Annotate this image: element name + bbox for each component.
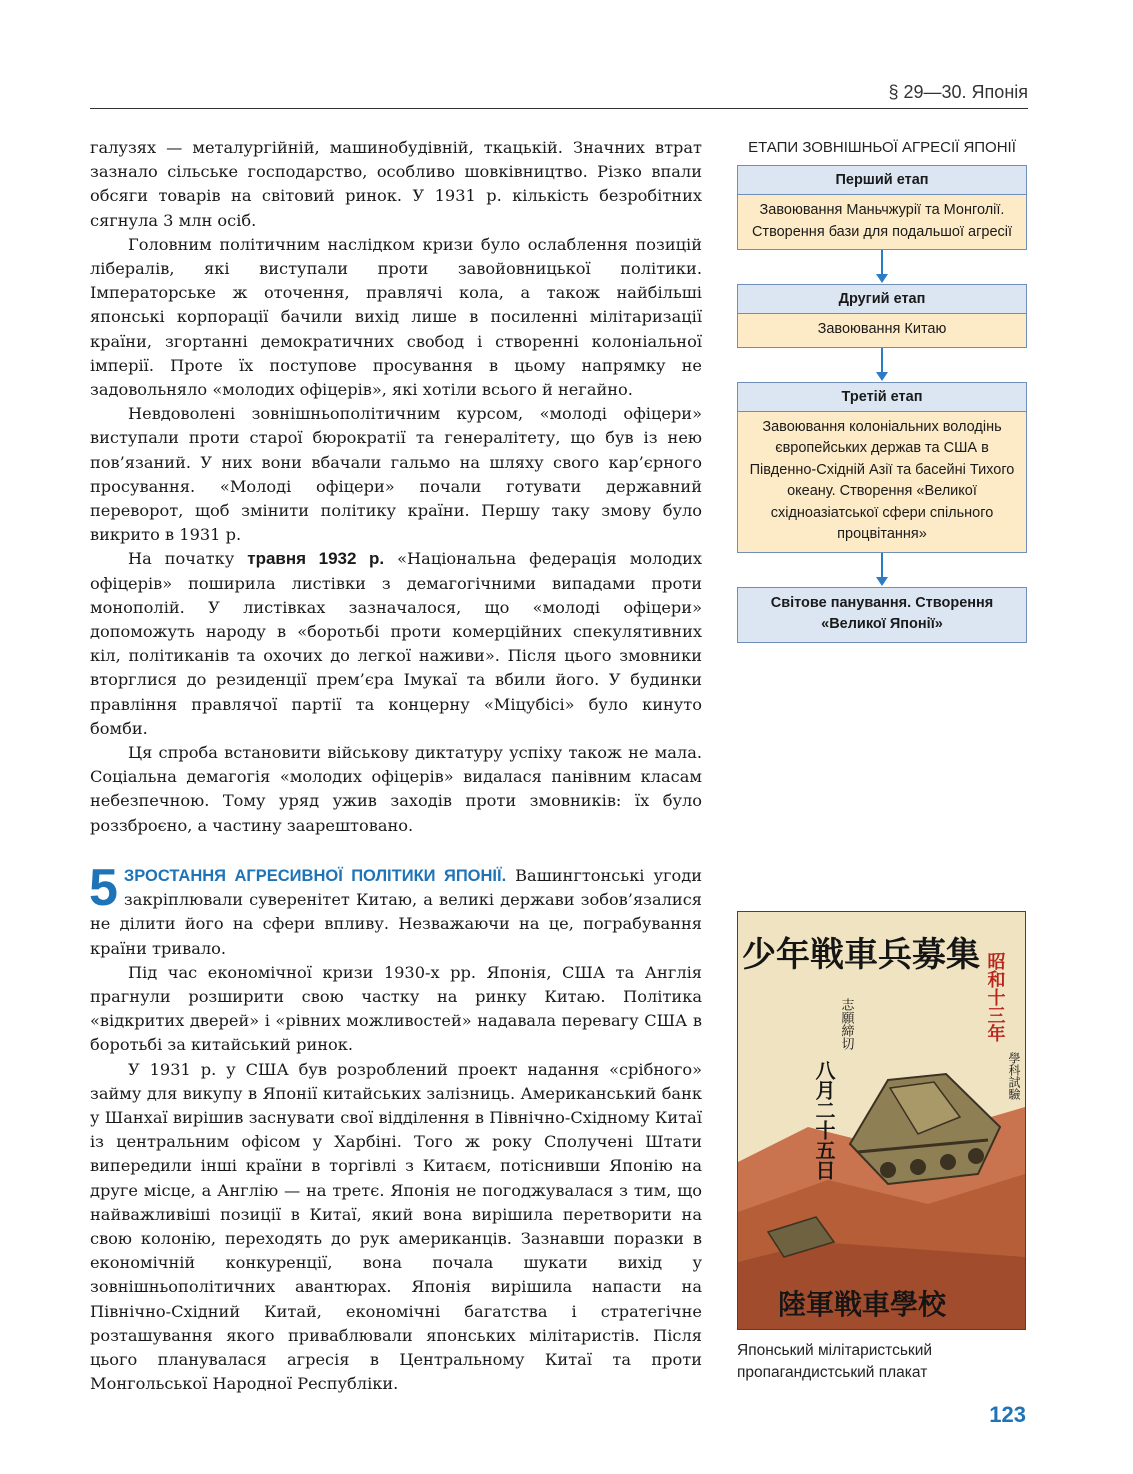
section-title: ЗРОСТАННЯ АГРЕСИВНОЇ ПОЛІТИКИ ЯПОНІЇ. — [123, 866, 507, 885]
paragraph: У 1931 р. у США був розроблений проект надання «срібного» займу для викупу в Японії китайських залізниць. Американський банк у Шанхаї вирішив заснувати свої відділення в Північно-Східному Китаї із центральним офісом у Харбіні. Того ж року Сполучені Штати випередили інші країни в торгівлі з Китаєм, потіснивши Японію на друге місце, а Англію — на третє. Японія не погоджувалася з тим, що найважливіші позиції в Китаї, який вона вирішила перетворити на свою колонію, переходять до рук американців. Зазнавши поразки в економічній конкуренції, вона почала шукати вихід у зовнішньополітичних авантюрах. Японія вирішила напасти на Північно-Східний Китай, економічні багатства і стратегічне розташування якого приваблювали японських мілітаристів. Після цього планувалася агресія в Центральному Китаї та проти Монгольської Народної Республіки. — [90, 1059, 702, 1394]
poster-deadline-date: 八月二十五日 — [812, 1060, 836, 1180]
paragraph: галузях — металургійній, машинобудівній, ткацькій. Значних втрат зазнало сільське господарство, особливо шовківництво. Різко впали обсяги товарів на світовий ринок. У 1931 р. кількість безробітних сягнула 3 млн осіб. — [90, 138, 702, 230]
poster-headline: 少年戦車兵募集 — [742, 935, 980, 975]
stage-box — [737, 165, 1027, 250]
text-span: «Національна федерація молодих офіцерів» поширила листівки з демагогічними випадами проти монополій. У листівках зазначалося, що «молоді офіцери» допоможуть народу в «боротьбі проти комерційних спекулятивних кіл, політиканів та охочих до легкої наживи». Після цього змовники вторглися до резиденції прем’єра Імукаї та вбили його. У будинки правління правлячої партії та концерну «Міцубісі» було кинуто бомби. — [90, 549, 702, 738]
final-stage: Світове панування. Створення «Великої Японії» — [737, 587, 1027, 643]
paragraph: Головним політичним наслідком кризи було ослаблення позицій лібералів, які виступали проти завойовницької політики. Імператорське ж оточення, правлячі кола, а також найбільші японські корпорації бачили вихід лише в посиленні мілітаризації країни, згортанні демократичних свобод і створенні колоніальної імперії. Проте їх поступове просування в цьому напрямку не задовольняло «молодих офіцерів», які хотіли всього й негайно. — [90, 234, 702, 400]
section-number: 5 — [89, 858, 118, 917]
poster-side-small: 學科試驗 — [1007, 1052, 1021, 1100]
poster-side-text: 昭和十三年 — [984, 952, 1006, 1042]
paragraph: Невдоволені зовнішньополітичним курсом, «молоді офіцери» виступали проти старої бюрократії та генералітету, що був із нею пов’язаний. У них вони вбачали гальмо на шляху свого кар’єрного просування. «Молоді офіцери» почали готувати державний переворот, щоб змінити політику країни. Першу таку змову було викрито в 1931 р. — [90, 404, 702, 545]
down-arrow-icon — [737, 348, 1027, 382]
page-number: 123 — [989, 1402, 1026, 1427]
stage-description: Завоювання Маньчжурії та Монголії. Створення бази для подальшої агресії — [738, 195, 1026, 249]
diagram-title: ЕТАПИ ЗОВНІШНЬОЇ АГРЕСІЇ ЯПОНІЇ — [748, 139, 1016, 156]
poster-deadline-label: 志願締切 — [838, 998, 854, 1050]
down-arrow-icon — [737, 250, 1027, 284]
stage-description: Завоювання колоніальних володінь європейських держав та США в Південно-Східній Азії та басейні Тихого океану. Створення «Великої східноазіатської сфери спільного процвітання» — [738, 412, 1026, 552]
header-title: § 29—30. Японія — [888, 82, 1028, 102]
poster-school-name: 陸軍戦車學校 — [778, 1288, 947, 1321]
stage-heading: Третій етап — [738, 383, 1026, 412]
text-span: Вашингтонські угоди закріплювали суверенітет Китаю, а великі держави зобов’язалися не ділити його на сфери впливу. Незважаючи на це, пограбування країни тривало. — [90, 865, 702, 958]
aggression-stages-diagram — [737, 138, 1027, 643]
propaganda-poster-image — [737, 911, 1026, 1330]
down-arrow-icon — [737, 553, 1027, 587]
stage-box — [737, 382, 1027, 553]
poster-caption: Японський мілітаристський пропагандистський плакат — [737, 1342, 933, 1381]
stage-box — [737, 284, 1027, 348]
poster-illustration — [738, 912, 1025, 1329]
paragraph: Ця спроба встановити військову диктатуру успіху також не мала. Соціальна демагогія «молодих офіцерів» видалася панівним класам небезпечною. Тому уряд ужив заходів проти змовників: їх було роззброєно, а частину заарештовано. — [90, 743, 702, 835]
main-text — [90, 136, 702, 1396]
paragraph — [90, 547, 702, 741]
section-paragraph — [89, 858, 702, 961]
text-span: На початку — [128, 549, 248, 569]
stage-heading: Перший етап — [738, 166, 1026, 195]
date-highlight: травня 1932 р. — [247, 549, 385, 569]
page-header — [90, 80, 1028, 109]
stage-description: Завоювання Китаю — [738, 314, 1026, 347]
paragraph: Під час економічної кризи 1930-х рр. Японія, США та Англія прагнули розширити свою частку на ринку Китаю. Політика «відкритих дверей» і «рівних можливостей» надавала перевагу США в боротьбі за китайський ринок. — [90, 962, 702, 1055]
stage-heading: Другий етап — [738, 285, 1026, 314]
